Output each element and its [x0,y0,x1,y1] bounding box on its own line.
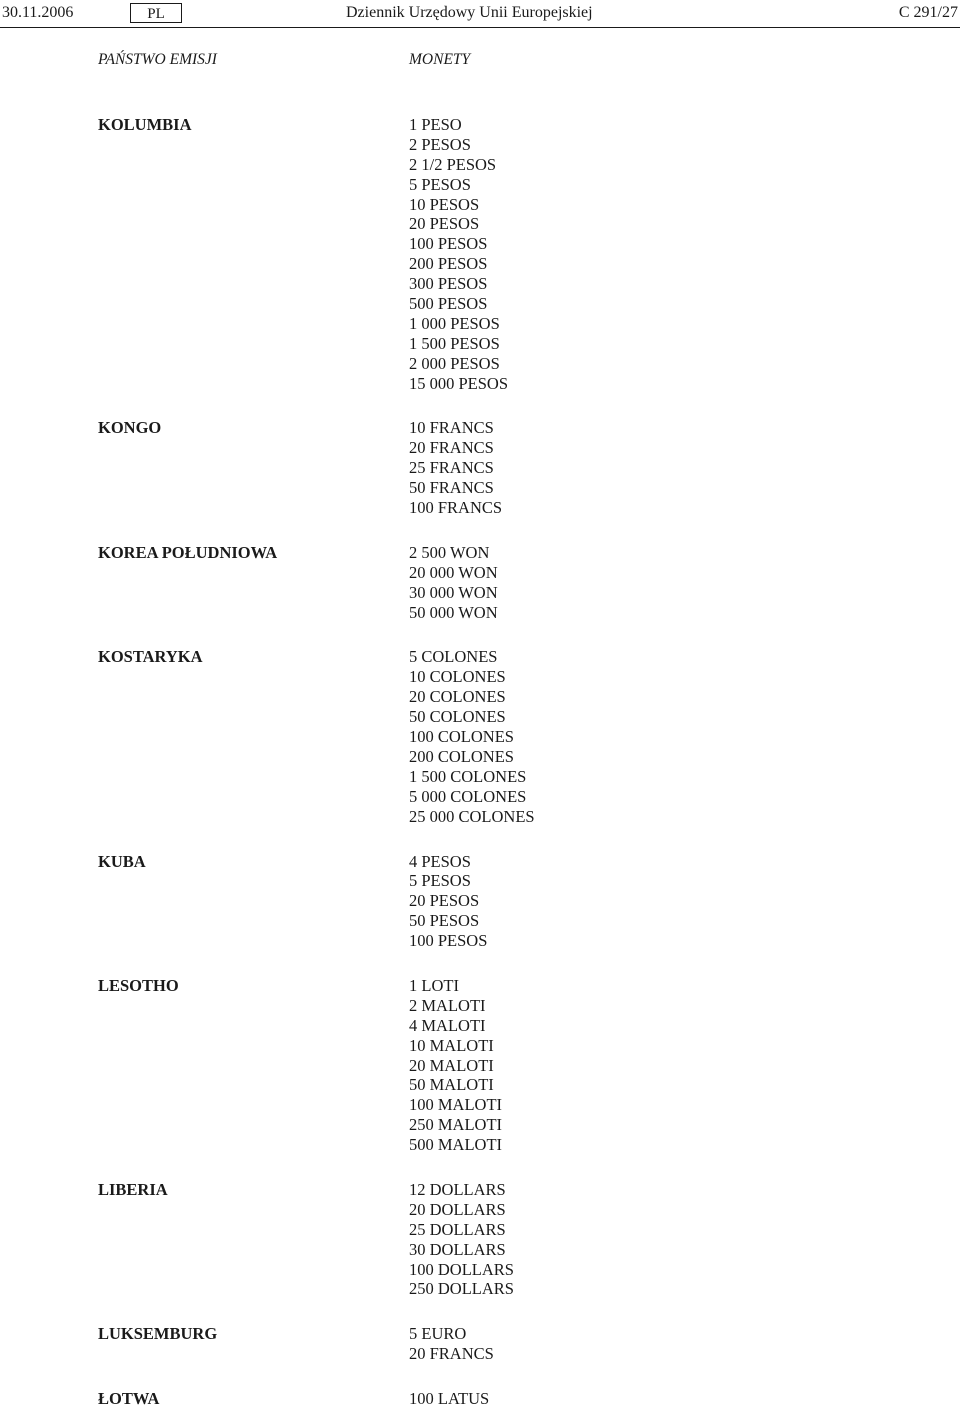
journal-title: Dziennik Urzędowy Unii Europejskiej [346,4,593,21]
coin-table [0,90,960,1409]
table-row [0,976,960,1155]
header-divider [0,27,960,28]
coin-list [409,1324,960,1364]
coin-denomination: 10 FRANCS [409,418,494,438]
coin-denomination: 25 DOLLARS [409,1219,506,1239]
coin-denomination: 20 000 WON [409,562,498,582]
issuing-country: KONGO [98,418,162,438]
coin-denomination: 250 DOLLARS [409,1279,514,1299]
issuing-country: LUKSEMBURG [98,1324,218,1344]
coin-denomination: 10 COLONES [409,667,506,687]
table-row [0,1180,960,1299]
coin-denomination: 300 PESOS [409,274,488,294]
coin-denomination: 100 MALOTI [409,1095,503,1115]
table-row [0,543,960,623]
coin-denomination: 25 FRANCS [409,458,494,478]
issuing-country: LIBERIA [98,1179,168,1199]
coin-denomination: 500 MALOTI [409,1135,503,1155]
coin-denomination: 5 PESOS [409,174,471,194]
coin-denomination: 500 PESOS [409,294,488,314]
coin-denomination: 12 DOLLARS [409,1179,506,1199]
issuing-country: KOREA POŁUDNIOWA [98,542,278,562]
coin-denomination: 5 COLONES [409,647,498,667]
coin-denomination: 1 LOTI [409,975,459,995]
coin-denomination: 30 DOLLARS [409,1239,506,1259]
coin-denomination: 2 500 WON [409,542,490,562]
coin-denomination: 2 1/2 PESOS [409,154,497,174]
language-badge: PL [130,3,182,23]
coin-list [409,1389,960,1409]
coin-list [409,543,960,623]
coin-denomination: 5 PESOS [409,871,471,891]
table-row [0,647,960,826]
coin-denomination: 30 000 WON [409,582,498,602]
coin-denomination: 2 PESOS [409,134,471,154]
coin-denomination: 20 FRANCS [409,1344,494,1364]
column-header-country: PAŃSTWO EMISJI [98,51,217,68]
coin-denomination: 50 COLONES [409,707,506,727]
issuing-country: ŁOTWA [98,1389,160,1409]
coin-denomination: 20 COLONES [409,687,506,707]
issuing-country: LESOTHO [98,975,179,995]
coin-denomination: 100 PESOS [409,931,488,951]
table-row [0,852,960,951]
coin-denomination: 1 500 PESOS [409,333,500,353]
coin-denomination: 100 DOLLARS [409,1259,514,1279]
table-row [0,1324,960,1364]
coin-denomination: 20 MALOTI [409,1055,494,1075]
publication-date: 30.11.2006 [2,4,74,21]
coin-denomination: 200 COLONES [409,746,514,766]
coin-denomination: 15 000 PESOS [409,373,509,393]
coin-denomination: 20 FRANCS [409,438,494,458]
coin-list [409,1180,960,1299]
coin-denomination: 100 FRANCS [409,498,503,518]
coin-denomination: 100 LATUS [409,1389,490,1409]
issuing-country: KUBA [98,851,146,871]
column-header-coins: MONETY [409,51,471,68]
coin-denomination: 1 PESO [409,115,462,134]
coin-list [409,418,960,517]
coin-denomination: 50 FRANCS [409,478,494,498]
coin-denomination: 20 DOLLARS [409,1199,506,1219]
table-row [0,1389,960,1409]
coin-denomination: 1 000 PESOS [409,313,500,333]
coin-list [409,976,960,1155]
table-row [0,418,960,517]
coin-denomination: 200 PESOS [409,254,488,274]
table-row [0,115,960,393]
page-reference: C 291/27 [898,4,958,21]
coin-denomination: 50 MALOTI [409,1075,494,1095]
coin-denomination: 1 500 COLONES [409,766,527,786]
coin-denomination: 4 PESOS [409,851,471,871]
coin-list [409,852,960,951]
page-header [0,0,960,28]
issuing-country: KOLUMBIA [98,115,192,134]
coin-denomination: 25 000 COLONES [409,806,535,826]
coin-denomination: 10 PESOS [409,194,480,214]
coin-denomination: 100 COLONES [409,727,514,747]
coin-denomination: 250 MALOTI [409,1115,503,1135]
coin-denomination: 2 000 PESOS [409,353,500,373]
coin-denomination: 5 EURO [409,1324,467,1344]
coin-denomination: 4 MALOTI [409,1015,486,1035]
coin-denomination: 2 MALOTI [409,995,486,1015]
coin-denomination: 20 PESOS [409,891,480,911]
coin-list [409,115,960,393]
coin-denomination: 100 PESOS [409,234,488,254]
coin-denomination: 50 PESOS [409,911,480,931]
coin-list [409,647,960,826]
coin-denomination: 20 PESOS [409,214,480,234]
issuing-country: KOSTARYKA [98,647,203,667]
coin-denomination: 10 MALOTI [409,1035,494,1055]
coin-denomination: 5 000 COLONES [409,786,527,806]
coin-denomination: 50 000 WON [409,602,498,622]
